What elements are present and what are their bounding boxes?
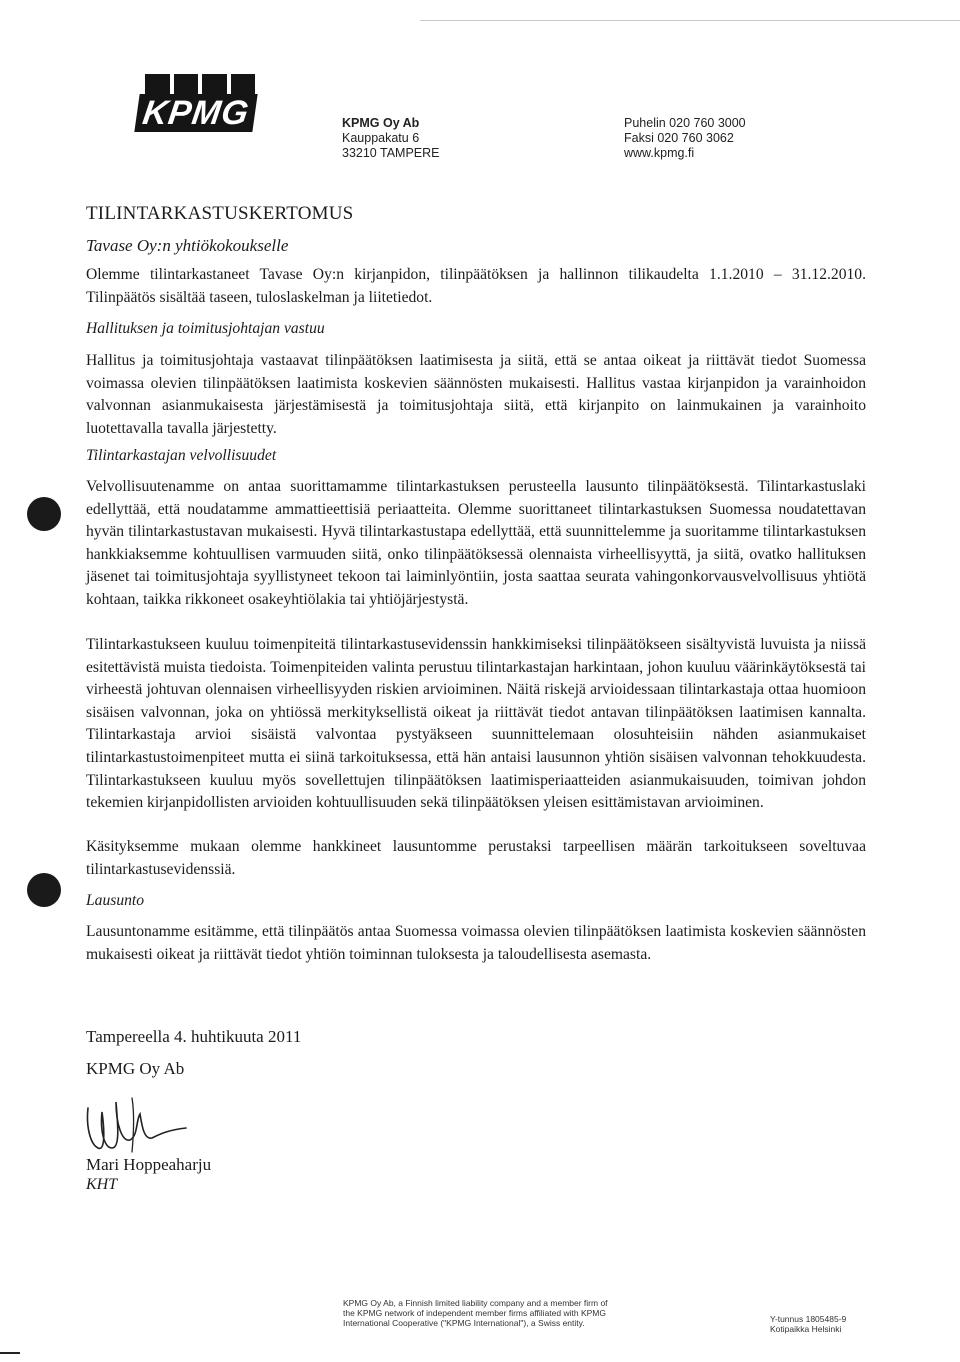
scan-edge-line: [420, 20, 960, 21]
place-and-date: Tampereella 4. huhtikuuta 2011: [86, 1027, 302, 1046]
addressee: Tavase Oy:n yhtiökokoukselle: [86, 236, 289, 255]
website-link[interactable]: www.kpmg.fi: [624, 146, 695, 160]
fax-number: Faksi 020 760 3062: [624, 131, 734, 145]
auditor-duties-paragraph-3: Käsityksemme mukaan olemme hankkineet lausuntomme perustaksi tarpeellisen määrän tarkoitukseen soveltuvaa tilintarkastusevidenssiä.: [86, 838, 866, 878]
footer-legal-note: KPMG Oy Ab, a Finnish limited liability company and a member firm of the KPMG network of independent member firms affiliated with KPMG International Cooperative ("KPMG International"), a Swiss entity.: [343, 1298, 608, 1328]
domicile: Kotipaikka Helsinki: [770, 1324, 842, 1334]
company-address: [342, 116, 440, 161]
logo-wordmark: KPMG: [134, 94, 257, 132]
company-name: KPMG Oy Ab: [342, 116, 420, 130]
street-address: Kauppakatu 6: [342, 131, 420, 145]
footer-company-ids: [770, 1314, 846, 1334]
punch-hole: [27, 873, 61, 907]
intro-paragraph: Olemme tilintarkastaneet Tavase Oy:n kirjanpidon, tilinpäätöksen ja hallinnon tilikaudelta 1.1.2010 – 31.12.2010. Tilinpäätös sisältää taseen, tuloslaskelman ja liitetiedot.: [86, 266, 866, 306]
business-id: Y-tunnus 1805485-9: [770, 1314, 847, 1324]
signer-name: Mari Hoppeaharju: [86, 1155, 212, 1174]
kpmg-logo: [137, 74, 255, 134]
scan-corner-mark: [0, 1352, 20, 1354]
opinion-paragraph: Lausuntonamme esitämme, että tilinpäätös antaa Suomessa voimassa olevien tilinpäätöksen laatimista koskevien säännösten mukaisesti oikeat ja riittävät tiedot yhtiön toiminnan tuloksesta ja taloudellisesta asemasta.: [86, 923, 866, 963]
phone-number: Puhelin 020 760 3000: [624, 116, 746, 130]
auditor-duties-paragraph-2: Tilintarkastukseen kuuluu toimenpiteitä tilintarkastusevidenssin hankkimiseksi tilinpäätökseen sisältyvistä luvuista ja niissä esitettävistä muista tiedoista. Toimenpiteiden valinta perustuu tilintarkastajan harkintaan, johon kuuluu väärinkäytöksestä tai virheestä johtuvan olennaisen virheellisyyden riskien arvioiminen. Näitä riskejä arvioidessaan tilintarkastaja ottaa huomioon sisäisen valvonnan, joka on yhtiössä merkityksellistä oikeat ja riittävät tiedot antavan tilinpäätöksen laatimisen kannalta. Tilintarkastaja arvioi sisäistä valvontaa pystyäkseen suunnittelemaan olosuhteisiin nähden asianmukaiset tilintarkastustoimenpiteet mutta ei siinä tarkoituksessa, että hän antaisi lausunnon yhtiön sisäisen valvonnan tehokkuudesta. Tilintarkastukseen kuuluu myös sovellettujen tilinpäätöksen laatimisperiaatteiden asianmukaisuuden, toimivan johdon tekemien kirjanpidollisten arvioiden kohtuullisuuden sekä tilinpäätöksen yleisen esittämistavan arvioiminen.: [86, 636, 866, 812]
section-heading-auditor-duties: Tilintarkastajan velvollisuudet: [86, 447, 277, 464]
postal-address: 33210 TAMPERE: [342, 146, 440, 160]
company-contact: [624, 116, 746, 161]
document-title: TILINTARKASTUSKERTOMUS: [86, 203, 354, 224]
responsibility-paragraph: Hallitus ja toimitusjohtaja vastaavat tilinpäätöksen laatimisesta ja siitä, että se antaa oikeat ja riittävät tiedot Suomessa voimassa olevien tilinpäätöksen laatimista koskevien säännösten mukaisesti. Hallitus vastaa kirjanpidon ja varainhoidon valvonnan asianmukaisesta järjestämisestä ja toimitusjohtaja siitä, että kirjanpito on lainmukainen ja varainhoito luotettavalla tavalla järjestetty.: [86, 352, 866, 437]
punch-hole: [27, 497, 61, 531]
handwritten-signature: [82, 1090, 202, 1160]
signing-company: KPMG Oy Ab: [86, 1059, 185, 1078]
section-heading-responsibility: Hallituksen ja toimitusjohtajan vastuu: [86, 320, 325, 337]
auditor-duties-paragraph-1: Velvollisuutenamme on antaa suorittamamme tilintarkastuksen perusteella lausunto tilinpäätöksestä. Tilintarkastuslaki edellyttää, että noudatamme ammattieettisiä periaatteita. Olemme suorittaneet tilintarkastuksen Suomessa noudatettavan hyvän tilintarkastustavan mukaisesti. Hyvä tilintarkastustapa edellyttää, että suunnittelemme ja suoritamme tilintarkastuksen hankkiaksemme kohtuullisen varmuuden siitä, onko tilinpäätöksessä olennaista virheellisyyttä, ja siitä, ovatko hallituksen jäsenet tai toimitusjohtaja syyllistyneet tekoon tai laiminlyöntiin, josta saattaa seurata vahingonkorvausvelvollisuus yhtiötä kohtaan, taikka rikkoneet osakeyhtiölakia tai yhtiöjärjestystä.: [86, 478, 866, 608]
signer-credential: KHT: [86, 1176, 118, 1193]
section-heading-opinion: Lausunto: [86, 892, 145, 909]
